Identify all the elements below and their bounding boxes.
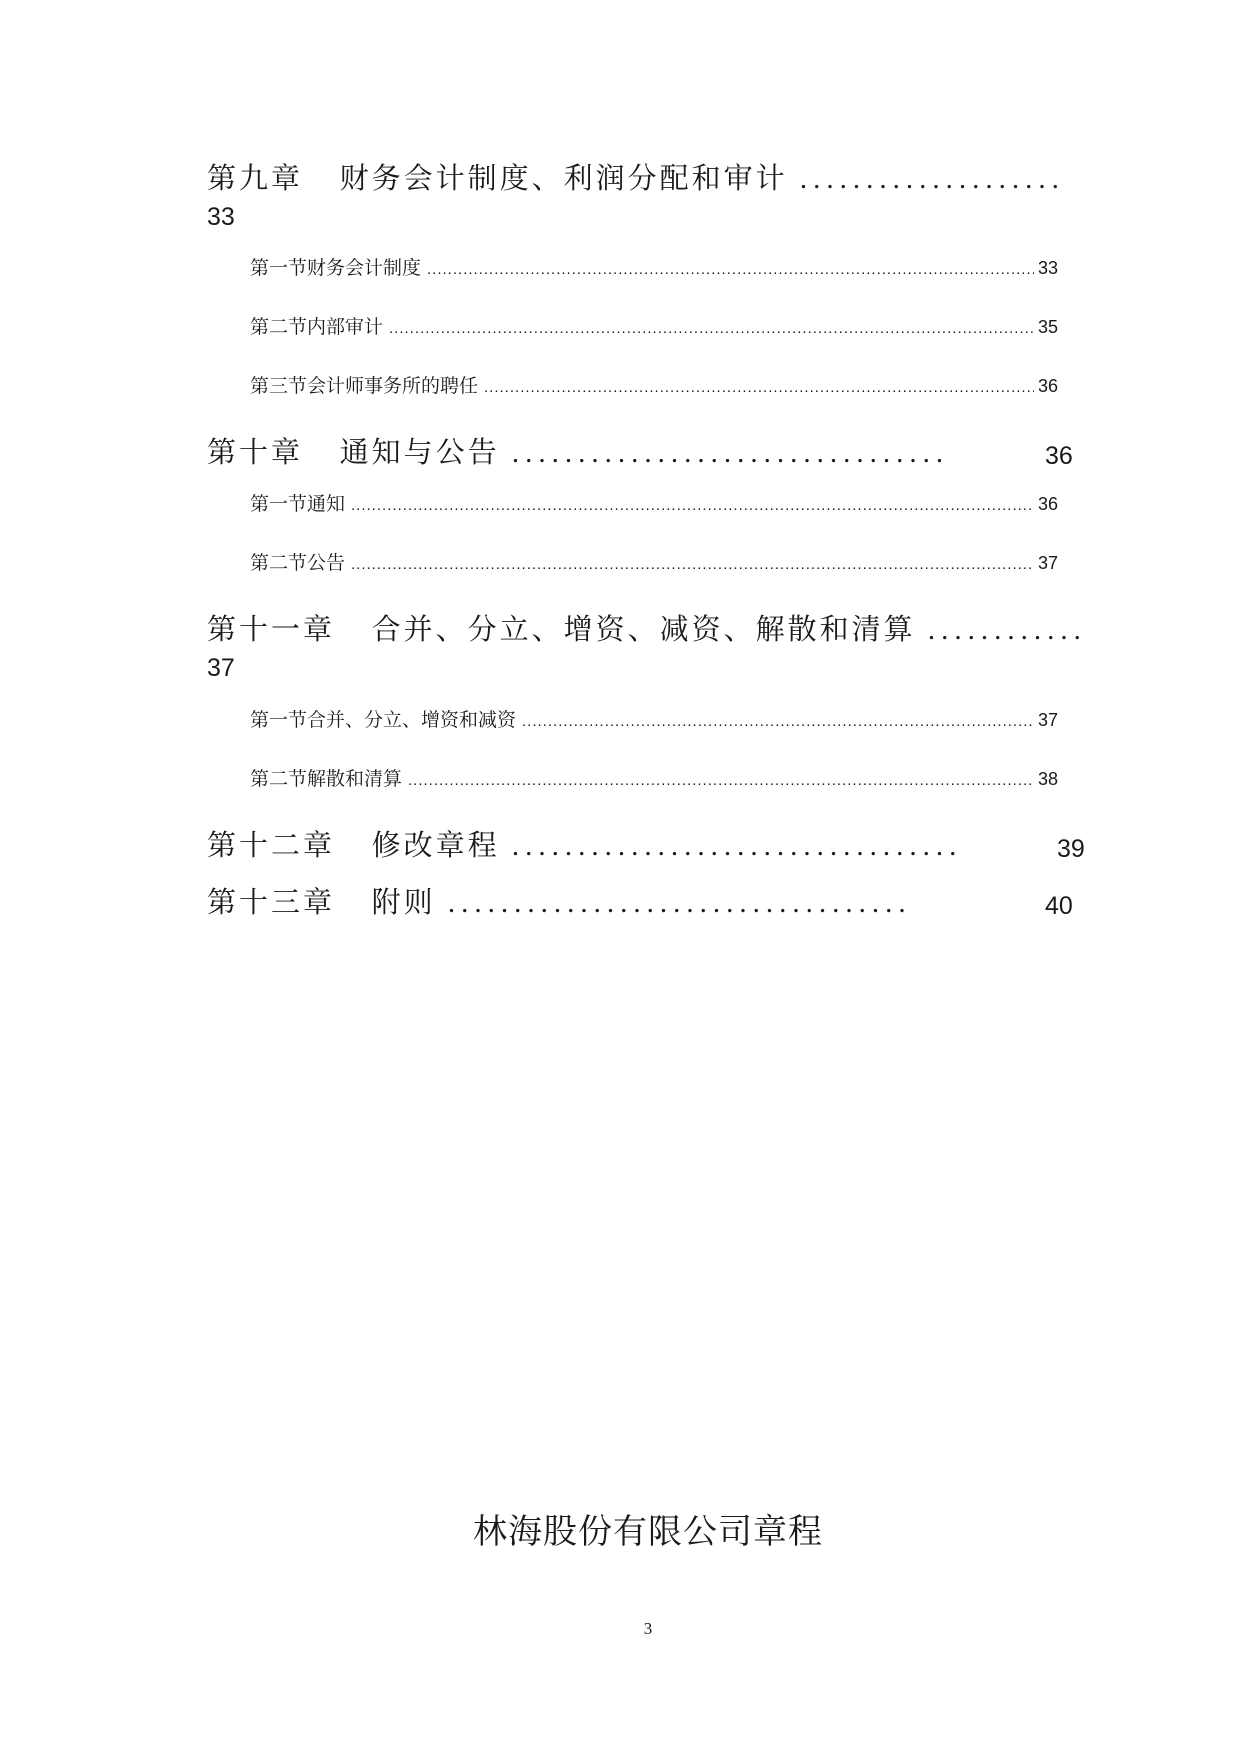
dot-leader [408,768,1034,794]
section-title: 第一节合并、分立、增资和减资 [250,709,517,731]
page-number: 33 [1037,258,1058,278]
toc-chapter-10[interactable] [207,434,1075,472]
page-number: 33 [207,203,235,231]
page-number: 37 [1037,553,1058,573]
section-title: 第二节公告 [250,552,346,574]
section-title: 第一节财务会计制度 [250,257,422,279]
dot-leader [522,709,1034,735]
chapter-title: 附则 [371,885,436,919]
dot-leader [427,257,1034,283]
toc-section[interactable] [250,373,1058,401]
page-number: 37 [1037,710,1058,730]
section-title: 第二节内部审计 [250,316,384,338]
dot-leader [484,375,1034,401]
chapter-label: 第九章 [207,161,304,195]
toc-section[interactable] [250,314,1058,342]
chapter-label: 第十二章 [207,828,336,862]
toc-chapter-12[interactable] [207,827,1085,865]
toc-chapter-11[interactable] [207,611,1087,649]
section-title: 第一节通知 [250,493,346,515]
toc-section[interactable] [250,766,1058,794]
page-number: 38 [1037,769,1058,789]
chapter-label: 第十三章 [207,885,336,919]
dot-leader: ................................... [447,887,912,919]
chapter-title: 财务会计制度、利润分配和审计 [339,161,788,195]
dot-leader: ............ [927,614,1087,646]
page-number: 36 [1037,494,1058,514]
dot-leader [351,552,1034,578]
document-title: 林海股份有限公司章程 [473,1512,823,1552]
chapter-title: 通知与公告 [339,435,500,469]
dot-leader: .................................. [511,830,963,862]
toc-section[interactable] [250,707,1058,735]
chapter-label: 第十一章 [207,612,336,646]
chapter-title: 合并、分立、增资、减资、解散和清算 [371,612,916,646]
toc-chapter-9[interactable] [207,160,1087,198]
toc-chapter-13[interactable] [207,884,1073,922]
chapter-title: 修改章程 [371,828,500,862]
toc-section[interactable] [250,491,1058,519]
page-footer-number: 3 [643,1619,653,1638]
page-number: 37 [207,654,235,682]
dot-leader: ................................. [511,437,950,469]
page-number: 36 [1045,442,1073,470]
page-number: 40 [1045,892,1073,920]
page-number: 36 [1037,376,1058,396]
toc-section[interactable] [250,255,1058,283]
dot-leader: .................... [799,163,1065,195]
page-number: 39 [1057,835,1085,863]
section-title: 第二节解散和清算 [250,768,403,790]
page-number: 35 [1037,317,1058,337]
dot-leader [389,316,1034,342]
toc-chapter-9-page [207,197,235,236]
toc-chapter-11-page [207,648,235,687]
chapter-label: 第十章 [207,435,304,469]
dot-leader [351,493,1034,519]
section-title: 第三节会计师事务所的聘任 [250,375,479,397]
toc-section[interactable] [250,550,1058,578]
